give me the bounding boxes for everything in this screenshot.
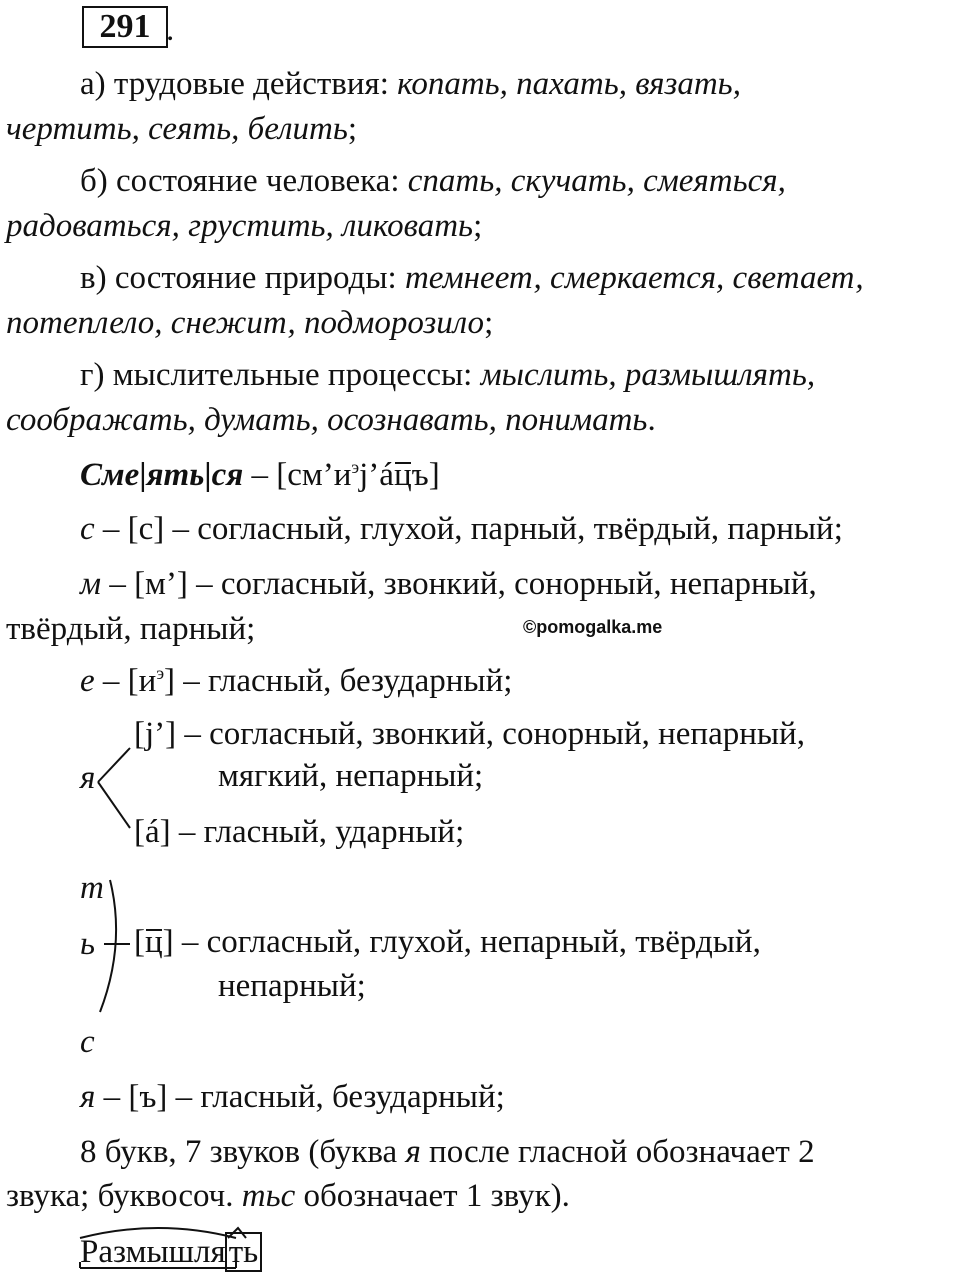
sound-j-line2: мягкий, непарный; — [218, 758, 484, 794]
group-b-end: ; — [473, 208, 483, 244]
morpheme-separator: | — [139, 457, 147, 493]
letter-s: с — [80, 511, 95, 547]
group-d-end: . — [647, 402, 656, 438]
transcription-end: ъ] — [411, 457, 440, 493]
sound-m-desc1: – [м’] – согласный, звонкий, сонорный, непарный, — [101, 566, 817, 602]
root-arc — [80, 1228, 236, 1238]
group-a-end: ; — [347, 111, 358, 147]
bracket-tss — [100, 880, 116, 1012]
last-word-stem: Размышля — [80, 1234, 226, 1270]
letter-e: е — [80, 663, 95, 699]
summary1-end: после гласной обозначает 2 — [420, 1134, 815, 1170]
group-d-words2: соображать, думать, осознавать, понимать — [6, 402, 648, 438]
sound-ya-2-desc: – [ъ] – гласный, безударный; — [95, 1079, 505, 1115]
letter-t-text: т — [80, 870, 104, 906]
group-a-words1: копать, пахать, вязать, — [397, 66, 741, 102]
group-a-label: а) трудовые действия: — [80, 66, 398, 102]
letter-ya-2: я — [80, 1079, 96, 1115]
letter-soft-sign-text: ь — [80, 926, 96, 962]
letter-s-2-text: с — [80, 1024, 95, 1060]
suffix-mark — [228, 1228, 246, 1238]
group-c-words2: потеплело, снежит, подморозило — [6, 305, 485, 341]
watermark: ©pomogalka.me — [523, 617, 663, 637]
letter-m: м — [80, 566, 102, 602]
morpheme-separator: | — [204, 457, 212, 493]
last-word-ending: ть — [225, 1232, 262, 1272]
sound-j-line1: [j’] – согласный, звонкий, сонорный, непарный, — [134, 716, 805, 752]
word-part-postfix: ся — [211, 457, 244, 493]
sound-e-sup: э — [156, 663, 165, 683]
sound-ts-overlined: ц — [145, 924, 163, 960]
summary1-letter: я — [405, 1134, 421, 1170]
word-part-root: Сме — [80, 457, 140, 493]
group-c-end: ; — [484, 305, 494, 341]
transcription-mid: j’á — [359, 457, 394, 493]
sound-ts-desc1: ] – согласный, глухой, непарный, твёрдый, — [162, 924, 761, 960]
branch-line-upper — [98, 748, 130, 782]
group-c-label: в) состояние природы: — [80, 260, 405, 296]
group-a-words2: чертить, сеять, белить — [6, 111, 348, 147]
group-d-label: г) мыслительные процессы: — [80, 357, 481, 393]
summary1-start: 8 букв, 7 звуков (буква — [80, 1134, 406, 1170]
summary2-start: звука; буквосоч. — [6, 1178, 242, 1214]
sound-e-desc-end: ] – гласный, безударный; — [164, 663, 513, 699]
sound-m-line2: твёрдый, парный; — [6, 611, 256, 647]
group-b-words1: спать, скучать, смеяться, — [407, 163, 786, 199]
exercise-number-dot: . — [166, 12, 175, 48]
transcription-start: [см’и — [276, 457, 352, 493]
branch-line-lower — [98, 782, 130, 828]
letter-ya-1-text: я — [80, 760, 96, 796]
sound-s-desc: – [с] – согласный, глухой, парный, твёрдый, парный; — [94, 511, 843, 547]
group-d-words1: мыслить, размышлять, — [480, 357, 816, 393]
sound-ts-open: [ — [134, 924, 145, 960]
exercise-number: 291 — [82, 6, 168, 48]
heading-dash: – — [243, 457, 277, 493]
group-b-words2: радоваться, грустить, ликовать — [6, 208, 474, 244]
word-part-suffix: ять — [146, 457, 205, 493]
transcription-overlined: ц — [393, 457, 412, 493]
summary2-combo: тьс — [241, 1178, 296, 1214]
sound-a-line: [á] – гласный, ударный; — [134, 814, 465, 850]
group-c-words1: темнеет, смеркается, светает, — [404, 260, 864, 296]
group-b-label: б) состояние человека: — [80, 163, 408, 199]
sound-ts-line2: непарный; — [218, 968, 366, 1004]
sound-e-desc-start: – [и — [94, 663, 157, 699]
summary2-end: обозначает 1 звук). — [295, 1178, 570, 1214]
transcription-sup: э — [351, 457, 360, 477]
